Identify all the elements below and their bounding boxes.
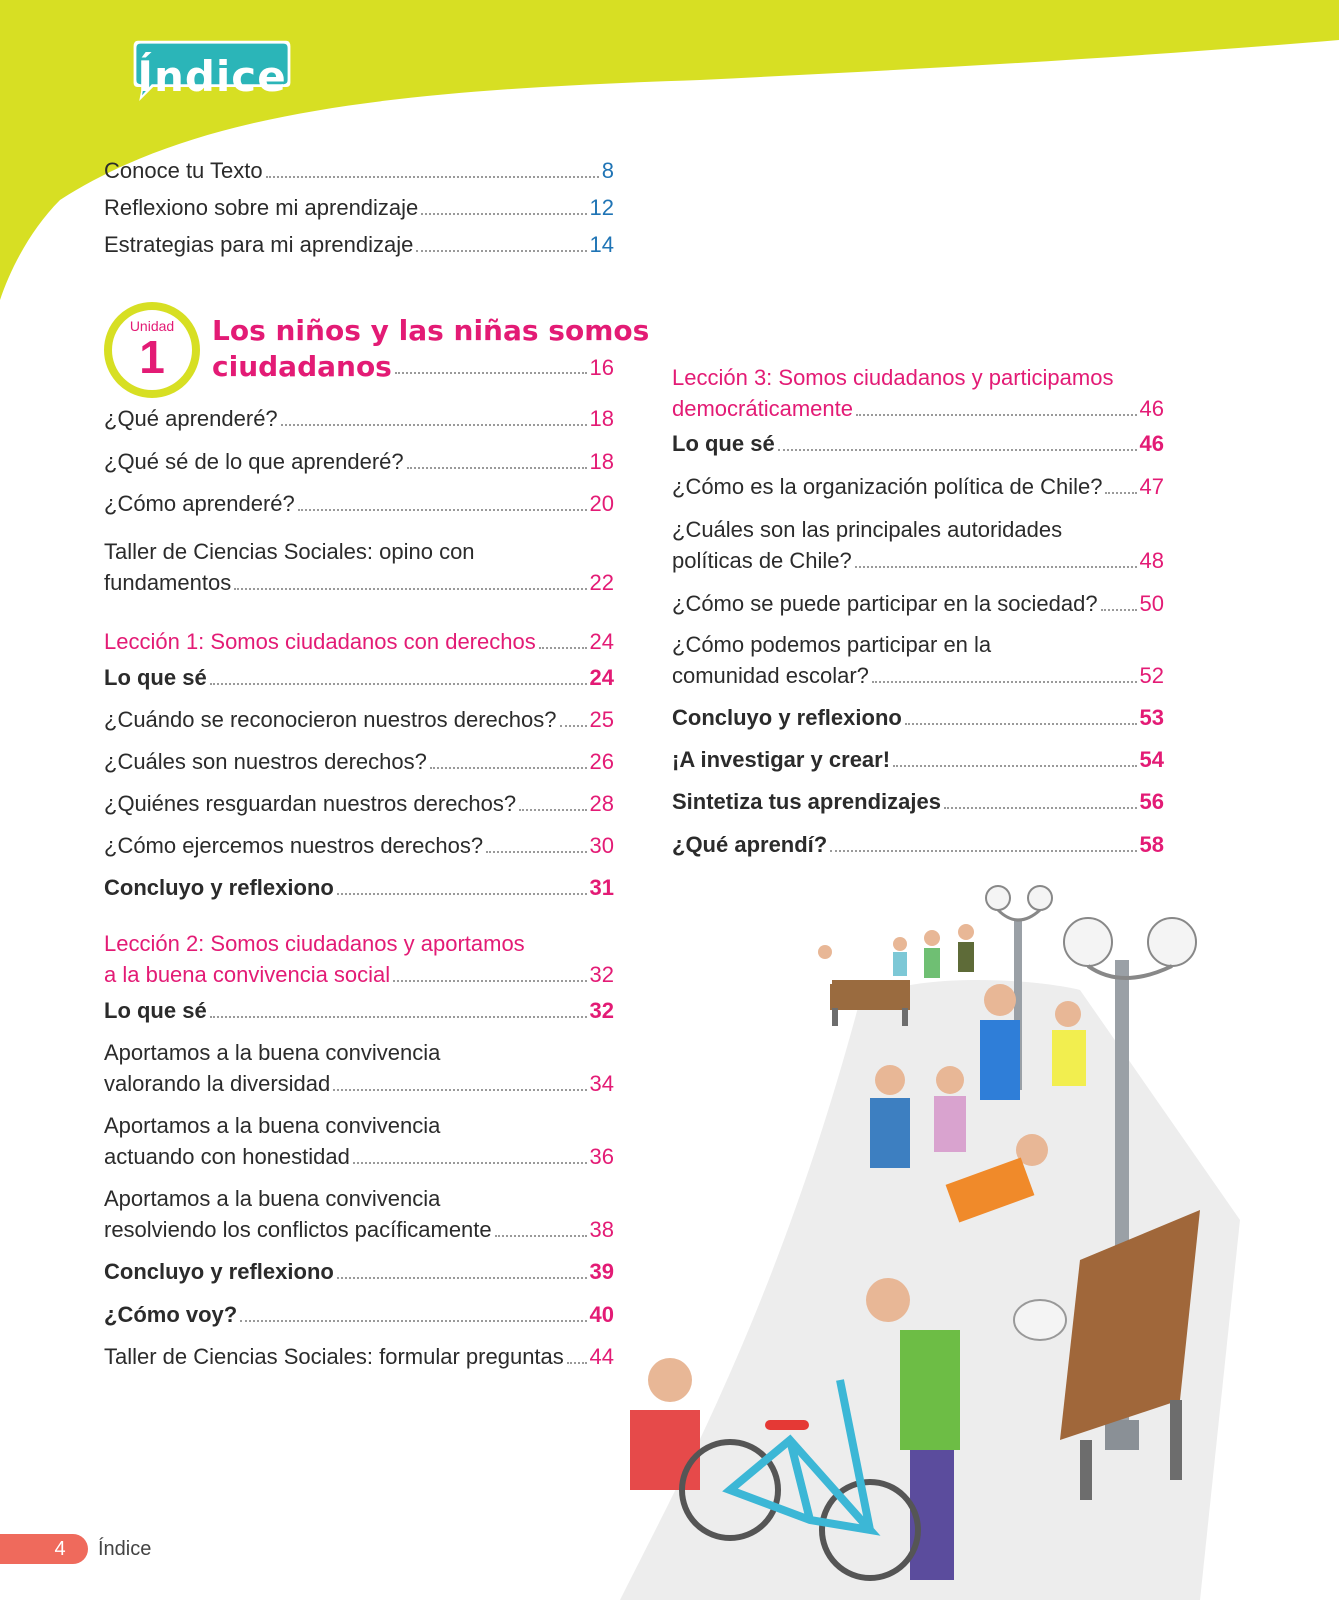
page-title: Índice — [137, 51, 287, 101]
plaza-illustration — [560, 880, 1260, 1600]
toc-entry-label: fundamentos — [104, 570, 232, 595]
toc-entry-label: Concluyo y reflexiono — [672, 705, 902, 730]
toc-entry-page: 47 — [1139, 474, 1164, 499]
toc-entry-label: Lo que sé — [104, 665, 207, 690]
toc-entry-label: ¿Cómo se puede participar en la sociedad? — [672, 591, 1098, 616]
toc-entry[interactable] — [104, 403, 614, 434]
toc-entry-label: Taller de Ciencias Sociales: formular preguntas — [104, 1344, 564, 1369]
toc-entry-page: 53 — [1139, 705, 1164, 730]
toc-entry-page: 34 — [589, 1071, 614, 1096]
toc-entry-label: valorando la diversidad — [104, 1071, 331, 1096]
unit-label: Unidad — [129, 318, 175, 334]
toc-entry[interactable] — [672, 786, 1164, 817]
toc-entry-line1: ¿Cómo podemos participar en la — [672, 632, 992, 657]
toc-entry[interactable] — [104, 567, 614, 598]
toc-entry-line1: Aportamos a la buena convivencia — [104, 1113, 441, 1138]
toc-entry-page: 12 — [589, 195, 614, 220]
toc-lesson-3[interactable] — [672, 393, 1164, 424]
toc-entry-label: Concluyo y reflexiono — [104, 1259, 334, 1284]
toc-entry-label: actuando con honestidad — [104, 1144, 350, 1169]
toc-entry-label: ¿Qué aprendí? — [672, 832, 828, 857]
toc-entry-page: 38 — [589, 1217, 614, 1242]
toc-entry-label: ¿Quiénes resguardan nuestros derechos? — [104, 791, 517, 816]
toc-entry-page: 22 — [589, 570, 614, 595]
toc-entry-label: Sintetiza tus aprendizajes — [672, 789, 941, 814]
toc-entry-page: 48 — [1139, 548, 1164, 573]
toc-entry-page: 24 — [589, 665, 614, 690]
toc-entry-reflexiono[interactable] — [104, 192, 614, 223]
unit-title-line2: ciudadanos — [212, 350, 392, 383]
toc-entry-page: 39 — [589, 1259, 614, 1284]
toc-entry-line1: Aportamos a la buena convivencia — [104, 1040, 441, 1065]
toc-entry[interactable] — [104, 1341, 614, 1372]
toc-entry-page: 28 — [589, 791, 614, 816]
toc-entry-label: ¡A investigar y crear! — [672, 747, 891, 772]
toc-entry-label: ¿Qué aprenderé? — [104, 406, 278, 431]
toc-entry[interactable] — [104, 830, 614, 861]
toc-entry-label: Conoce tu Texto — [104, 158, 263, 183]
toc-entry[interactable] — [104, 1299, 614, 1330]
toc-entry-label: ¿Cómo aprenderé? — [104, 491, 295, 516]
toc-entry-label: ¿Cómo es la organización política de Chile? — [672, 474, 1103, 499]
footer-page-number: 4 — [54, 1538, 66, 1560]
toc-entry-page: 32 — [589, 998, 614, 1023]
unit-title: Los niños y las niñas somos — [212, 314, 650, 347]
toc-entry[interactable] — [672, 660, 1164, 691]
toc-entry[interactable] — [104, 446, 614, 477]
toc-entry-label: Reflexiono sobre mi aprendizaje — [104, 195, 419, 220]
toc-lesson-2[interactable] — [104, 959, 614, 990]
footer-section-label: Índice — [98, 1538, 152, 1560]
toc-entry-page: 32 — [589, 962, 614, 987]
toc-entry-page: 20 — [589, 491, 614, 516]
toc-entry[interactable] — [672, 829, 1164, 860]
toc-entry-label: a la buena convivencia social — [104, 962, 391, 987]
toc-entry[interactable] — [104, 488, 614, 519]
toc-entry-line1: Aportamos a la buena convivencia — [104, 1186, 441, 1211]
unit-title-entry[interactable] — [212, 350, 614, 383]
toc-entry-page: 56 — [1139, 789, 1164, 814]
toc-entry-page: 52 — [1139, 663, 1164, 688]
toc-entry-label: Lo que sé — [104, 998, 207, 1023]
toc-entry-page: 30 — [589, 833, 614, 858]
toc-entry-label: comunidad escolar? — [672, 663, 869, 688]
toc-entry[interactable] — [672, 545, 1164, 576]
toc-lesson-1[interactable] — [104, 626, 614, 657]
toc-entry[interactable] — [672, 588, 1164, 619]
toc-entry-line1: Taller de Ciencias Sociales: opino con — [104, 539, 475, 564]
toc-entry-page: 50 — [1139, 591, 1164, 616]
toc-entry[interactable] — [672, 471, 1164, 502]
toc-entry[interactable] — [104, 995, 614, 1026]
toc-entry-page: 54 — [1139, 747, 1164, 772]
footer-page-tab — [0, 1534, 88, 1564]
toc-entry-page: 18 — [589, 449, 614, 474]
toc-entry-label: Lección 1: Somos ciudadanos con derechos — [104, 629, 536, 654]
toc-entry-label: ¿Cómo ejercemos nuestros derechos? — [104, 833, 484, 858]
toc-entry[interactable] — [104, 872, 614, 903]
toc-entry-page: 14 — [589, 232, 614, 257]
toc-entry[interactable] — [672, 702, 1164, 733]
toc-entry[interactable] — [104, 1141, 614, 1172]
unit-page: 16 — [589, 355, 614, 380]
toc-entry[interactable] — [104, 704, 614, 735]
toc-entry-line1: ¿Cuáles son las principales autoridades — [672, 517, 1063, 542]
toc-entry[interactable] — [104, 746, 614, 777]
toc-entry-page: 58 — [1139, 832, 1164, 857]
toc-entry[interactable] — [104, 1214, 614, 1245]
toc-entry-page: 44 — [589, 1344, 614, 1369]
toc-entry[interactable] — [104, 788, 614, 819]
toc-entry-page: 46 — [1139, 431, 1164, 456]
unit-number: 1 — [139, 331, 165, 383]
toc-entry-label: ¿Cuándo se reconocieron nuestros derechos? — [104, 707, 557, 732]
toc-entry-conoce-texto[interactable] — [104, 155, 614, 186]
toc-entry-page: 36 — [589, 1144, 614, 1169]
toc-entry-page: 25 — [589, 707, 614, 732]
toc-entry-label: Estrategias para mi aprendizaje — [104, 232, 414, 257]
toc-entry-page: 46 — [1139, 396, 1164, 421]
toc-entry-page: 40 — [589, 1302, 614, 1327]
toc-entry-label: ¿Cómo voy? — [104, 1302, 238, 1327]
toc-entry-label: ¿Cuáles son nuestros derechos? — [104, 749, 427, 774]
toc-entry[interactable] — [672, 744, 1164, 775]
toc-entry-page: 26 — [589, 749, 614, 774]
toc-lesson-3-line1: Lección 3: Somos ciudadanos y participamos — [672, 365, 1114, 390]
toc-entry-estrategias[interactable] — [104, 229, 614, 260]
toc-entry-label: resolviendo los conflictos pacíficamente — [104, 1217, 492, 1242]
toc-entry-label: Lo que sé — [672, 431, 775, 456]
toc-entry-page: 18 — [589, 406, 614, 431]
toc-entry[interactable] — [104, 1256, 614, 1287]
toc-entry[interactable] — [672, 428, 1164, 459]
toc-entry-page: 24 — [589, 629, 614, 654]
toc-entry[interactable] — [104, 1068, 614, 1099]
toc-entry-label: políticas de Chile? — [672, 548, 852, 573]
toc-entry[interactable] — [104, 662, 614, 693]
toc-entry-page: 8 — [601, 158, 614, 183]
toc-lesson-2-line1: Lección 2: Somos ciudadanos y aportamos — [104, 931, 525, 956]
toc-entry-label: democráticamente — [672, 396, 853, 421]
toc-entry-label: Concluyo y reflexiono — [104, 875, 334, 900]
toc-entry-page: 31 — [589, 875, 614, 900]
toc-entry-label: ¿Qué sé de lo que aprenderé? — [104, 449, 404, 474]
